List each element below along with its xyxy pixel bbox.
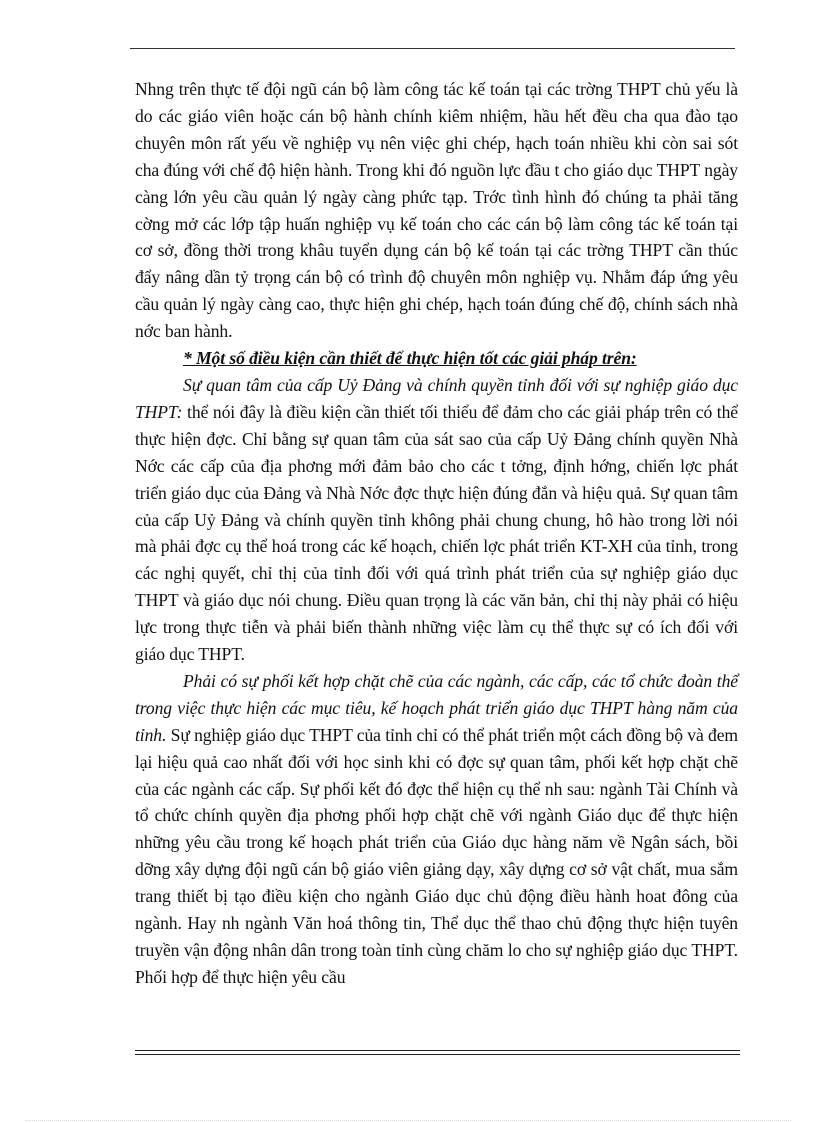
header-rule: [130, 48, 735, 49]
paragraph-3-body: Sự nghiệp giáo dục THPT của tỉnh chỉ có thể phát triển một cách đồng bộ và đem lại hiệu quả cao nhất đối với học sinh khi có đợc sự quan tâm, phối kết hợp chặt chẽ của các ngành các cấp. Sự phối kết đó đợc thể hiện cụ thể nh sau: ngành Tài Chính và tổ chức chính quyền địa phơng phối hợp chặt chẽ với ngành Giáo dục để thực hiện những yêu cầu trong kế hoạch phát triển của Giáo dục hàng năm về Ngân sách, bồi dỡng xây dựng đội ngũ cán bộ giáo viên giảng dạy, xây dựng cơ sở vật chất, mua sắm trang thiết bị tạo điều kiện cho ngành Giáo dục chủ động điều hành hoat đông của ngành. Hay nh ngành Văn hoá thông tin, Thể dục thể thao chủ động thực hiện tuyên truyền vận động nhân dân trong toàn tỉnh cùng chăm lo cho sự nghiệp giáo dục THPT. Phối hợp để thực hiện yêu cầu: [135, 724, 738, 987]
paragraph-1: Nhng trên thực tế đội ngũ cán bộ làm công tác kế toán tại các trờng THPT chủ yếu là do các giáo viên hoặc cán bộ hành chính kiêm nhiệm, hầu hết đều cha qua đào tạo chuyên môn rất yếu về nghiệp vụ nên việc ghi chép, hạch toán nhiều khi còn sai sót cha đúng với chế độ hiện hành. Trong khi đó nguồn lực đầu t cho giáo dục THPT ngày càng lớn yêu cầu quản lý ngày càng phức tạp. Trớc tình hình đó chúng ta phải tăng cờng mở các lớp tập huấn nghiệp vụ kế toán cho các cán bộ làm công tác kế toán tại cơ sở, đồng thời trong khâu tuyển dụng cán bộ kế toán tại các trờng THPT cần thúc đẩy nâng dần tỷ trọng cán bộ có trình độ chuyên môn nghiệp vụ. Nhằm đáp ứng yêu cầu quản lý ngày càng cao, thực hiện ghi chép, hạch toán đúng chế độ, chính sách nhà nớc ban hành.: [135, 79, 738, 342]
paragraph-3-emphasis: Phải có sự phối kết hợp chặt chẽ của các ngành, các cấp, các tổ chức đoàn thể trong việc thực hiện các mục tiêu, kế hoạch phát triển giáo dục THPT hàng năm của tỉnh.: [135, 670, 738, 745]
paragraph-2: [135, 372, 738, 668]
page-edge-divider: [25, 1120, 791, 1121]
paragraph-2-emphasis: Sự quan tâm của cấp Uỷ Đảng và chính quyền tỉnh đối với sự nghiệp giáo dục THPT:: [135, 374, 738, 422]
section-heading: * Một số điều kiện cần thiết để thực hiện tốt các giải pháp trên:: [183, 348, 637, 369]
document-body: [135, 76, 738, 991]
paragraph-2-body: thể nói đây là điều kiện cần thiết tối thiểu để đảm cho các giải pháp trên có thể thực hiện đợc. Chỉ bằng sự quan tâm của sát sao của cấp Uỷ Đảng chính quyền Nhà Nớc các cấp của địa phơng mới đảm bảo cho các t tởng, định hớng, chiến lợc phát triển giáo dục của Đảng và Nhà Nớc đợc thực hiện đúng đắn và hiệu quả. Sự quan tâm của cấp Uỷ Đảng và chính quyền tỉnh không phải chung chung, hô hào trong lời nói mà phải đợc cụ thể hoá trong các kế hoạch, chiến lợc phát triển KT-XH của tỉnh, trong các nghị quyết, chỉ thị của tỉnh đối với quá trình phát triển của sự nghiệp giáo dục THPT và giáo dục nói chung. Điều quan trọng là các văn bản, chỉ thị này phải có hiệu lực trong thực tiễn và phải biến thành những việc làm cụ thể thực sự có ích đối với giáo dục THPT.: [135, 401, 738, 665]
footer-rule: [135, 1050, 740, 1055]
paragraph-3: [135, 668, 738, 991]
